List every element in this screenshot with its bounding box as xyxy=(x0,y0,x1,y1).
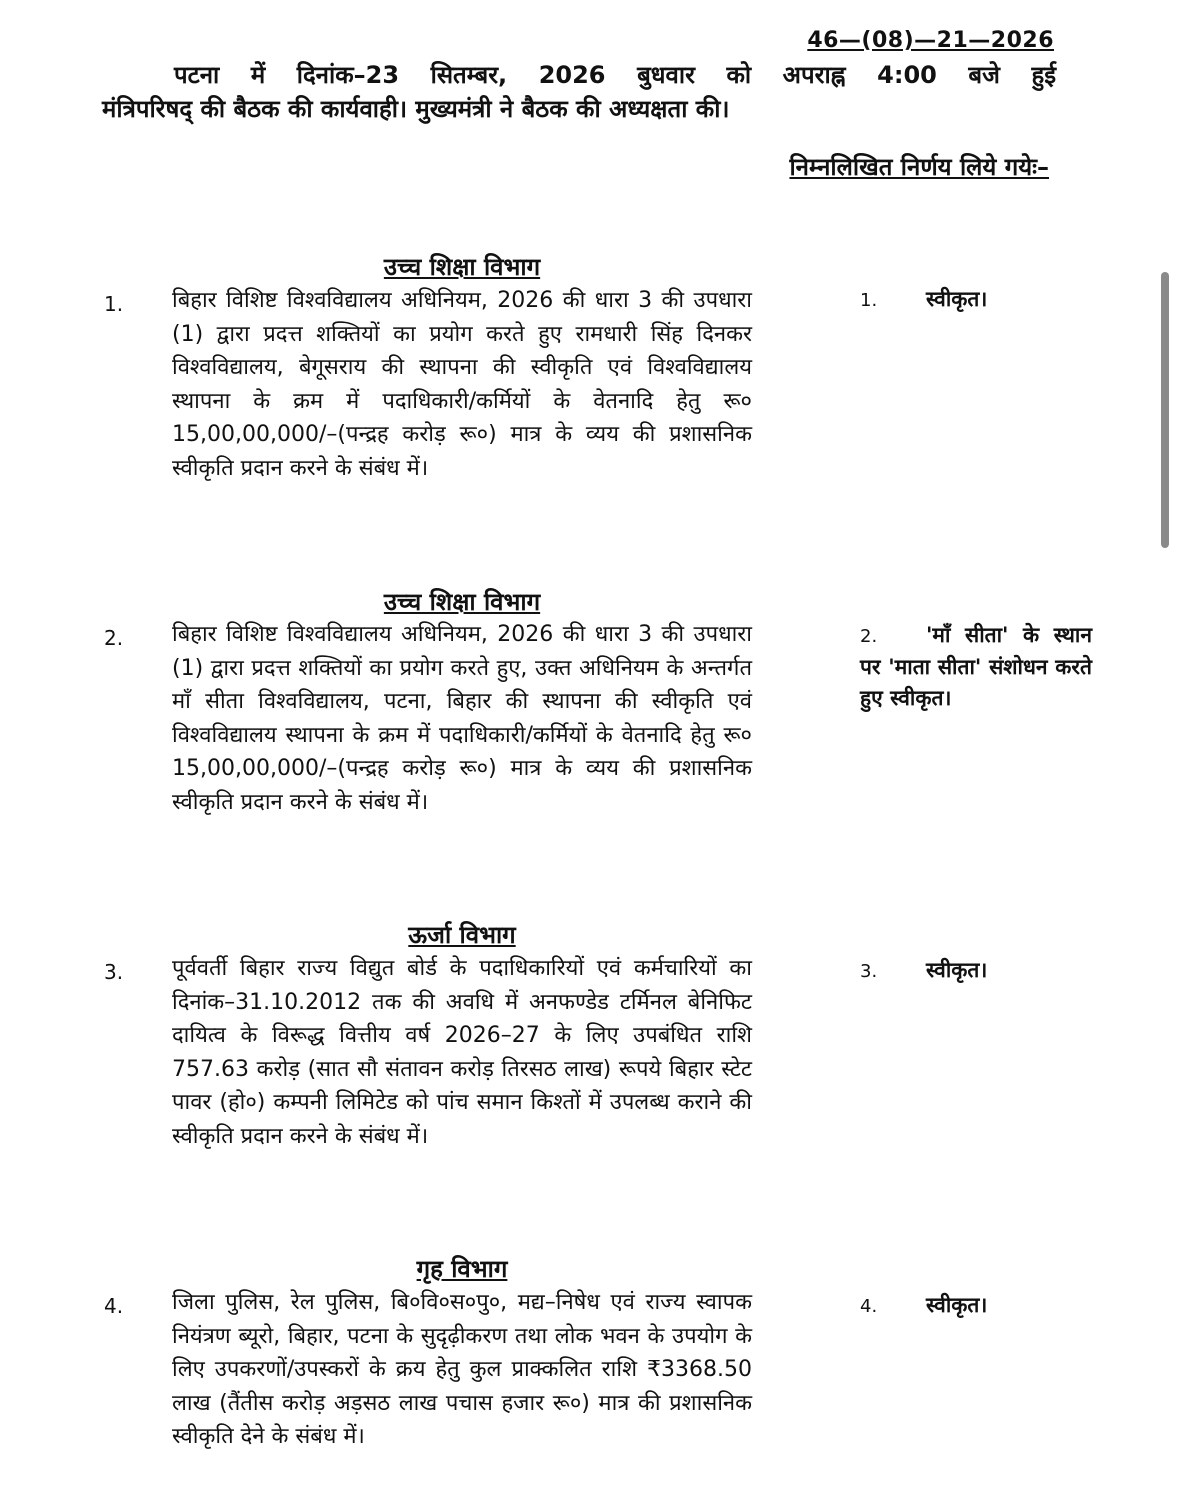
item-decision xyxy=(860,1290,1092,1322)
decision-number: 1. xyxy=(860,290,878,311)
document-reference: 46—(08)—21—2026 xyxy=(807,28,1054,53)
decision-text: स्वीकृत। xyxy=(926,287,988,311)
intro-line-1: पटना में दिनांक–23 सितम्बर, 2026 बुधवार को अपराह्न 4:00 बजे हुई xyxy=(174,61,1056,89)
decision-number: 3. xyxy=(860,961,878,982)
meeting-intro xyxy=(102,58,1056,126)
vertical-scrollbar[interactable] xyxy=(1161,272,1169,548)
decision-text: स्वीकृत। xyxy=(926,958,988,982)
item-decision xyxy=(860,620,1092,714)
item-description: बिहार विशिष्ट विश्वविद्यालय अधिनियम, 2026 की धारा 3 की उपधारा (1) द्वारा प्रदत्त शक्तियों का प्रयोग करते हुए, उक्त अधिनियम के अन्तर्गत माँ सीता विश्वविद्यालय, पटना, बिहार की स्थापना की स्वीकृति एवं विश्वविद्यालय स्थापना के क्रम में पदाधिकारी/कर्मियों के वेतनादि हेतु रू० 15,00,00,000/–(पन्द्रह करोड़ रू०) मात्र के व्यय की प्रशासनिक स्वीकृति प्रदान करने के संबंध में। xyxy=(172,622,752,815)
item-description: बिहार विशिष्ट विश्वविद्यालय अधिनियम, 2026 की धारा 3 की उपधारा (1) द्वारा प्रदत्त शक्तियों का प्रयोग करते हुए रामधारी सिंह दिनकर विश्वविद्यालय, बेगूसराय की स्थापना की स्वीकृति एवं विश्वविद्यालय स्थापना के क्रम में पदाधिकारी/कर्मियों के वेतनादि हेतु रू० 15,00,00,000/–(पन्द्रह करोड़ रू०) मात्र के व्यय की प्रशासनिक स्वीकृति प्रदान करने के संबंध में। xyxy=(172,288,752,481)
item-description: पूर्ववर्ती बिहार राज्य विद्युत बोर्ड के पदाधिकारियों एवं कर्मचारियों का दिनांक–31.10.2012 तक की अवधि में अनफण्डेड टर्मिनल बेनिफिट दायित्व के विरूद्ध वित्तीय वर्ष 2026–27 के लिए उपबंधित राशि 757.63 करोड़ (सात सौ संतावन करोड़ तिरसठ लाख) रूपये बिहार स्टेट पावर (हो०) कम्पनी लिमिटेड को पांच समान किश्तों में उपलब्ध कराने की स्वीकृति प्रदान करने के संबंध में। xyxy=(172,956,752,1149)
department-heading: गृह विभाग xyxy=(416,1255,508,1283)
item-number: 4. xyxy=(104,1294,124,1318)
decisions-heading: निम्नलिखित निर्णय लिये गयेः– xyxy=(789,153,1049,181)
department-heading: उच्च शिक्षा विभाग xyxy=(383,588,541,616)
intro-line-2: मंत्रिपरिषद् की बैठक की कार्यवाही। मुख्यमंत्री ने बैठक की अध्यक्षता की। xyxy=(102,95,730,123)
item-description: जिला पुलिस, रेल पुलिस, बि०वि०स०पु०, मद्य–निषेध एवं राज्य स्वापक नियंत्रण ब्यूरो, बिहार, पटना के सुदृढ़ीकरण तथा लोक भवन के उपयोग के लिए उपकरणों/उपस्करों के क्रय हेतु कुल प्राक्कलित राशि ₹3368.50 लाख (तैंतीस करोड़ अड़सठ लाख पचास हजार रू०) मात्र की प्रशासनिक स्वीकृति देने के संबंध में। xyxy=(172,1290,752,1449)
item-number: 3. xyxy=(104,960,124,984)
decision-text: स्वीकृत। xyxy=(926,1293,988,1317)
item-decision xyxy=(860,955,1092,987)
decision-text: 'माँ सीता' के स्थान पर 'माता सीता' संशोधन करते हुए स्वीकृत। xyxy=(860,623,1092,710)
decision-number: 2. xyxy=(860,626,878,647)
department-heading: उच्च शिक्षा विभाग xyxy=(383,253,541,281)
decision-number: 4. xyxy=(860,1296,878,1317)
item-number: 2. xyxy=(104,626,124,650)
item-decision xyxy=(860,284,1092,316)
item-number: 1. xyxy=(104,292,124,316)
department-heading: ऊर्जा विभाग xyxy=(408,921,516,949)
